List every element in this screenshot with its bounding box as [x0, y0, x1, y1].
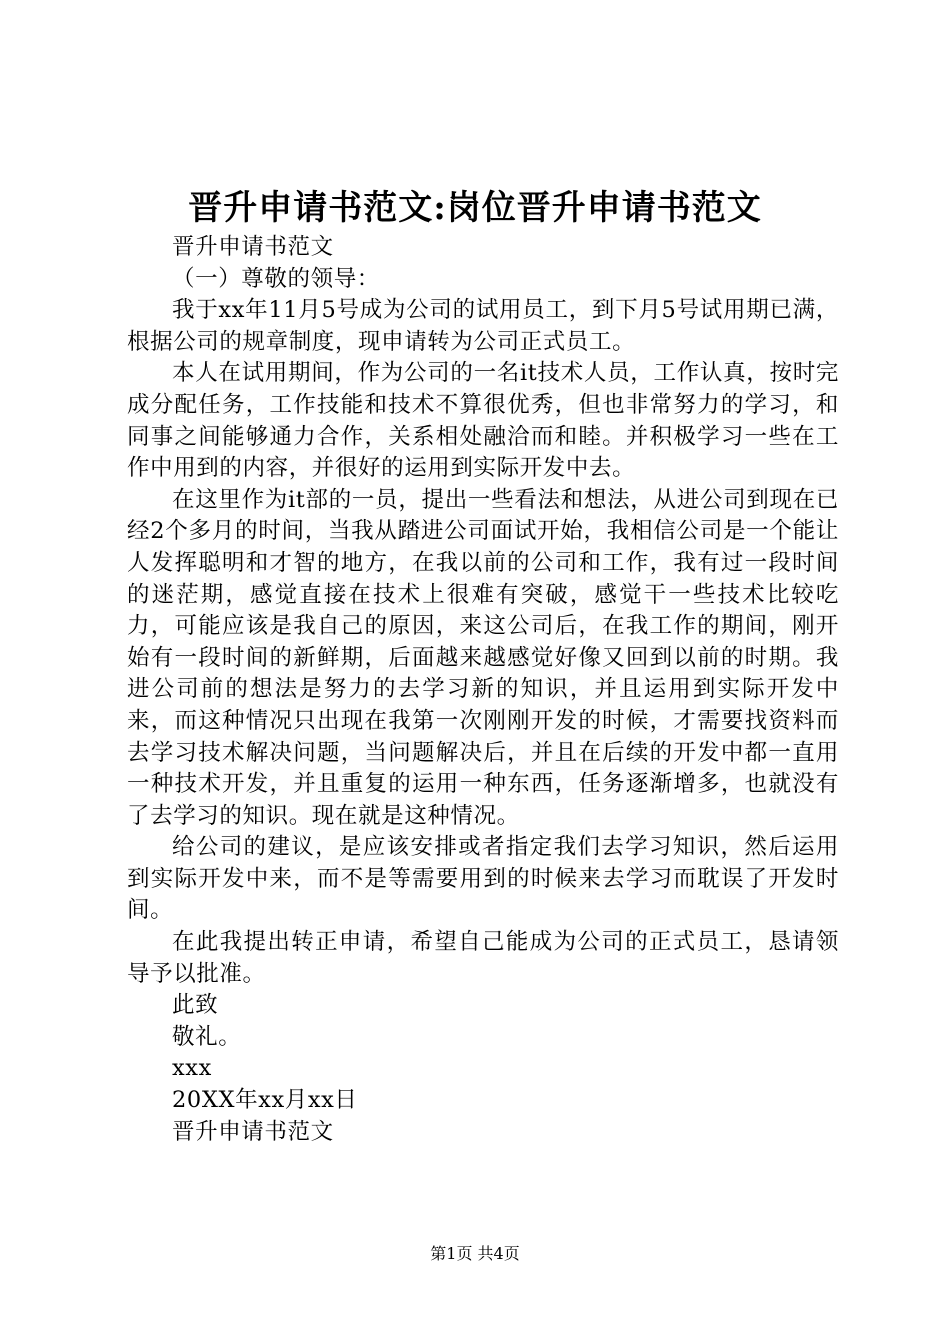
paragraph-opinion: 在这里作为it部的一员，提出一些看法和想法，从进公司到现在已经2个多月的时间，当我从踏进公司面试开始，我相信公司是一个能让人发挥聪明和才智的地方，在我以前的公司和工作，我有过一段时间的迷茫期，感觉直接在技术上很难有突破，感觉干一些技术比较吃力，可能应该是我自己的原因，来这公司后，在我工作的期间，刚开始有一段时间的新鲜期，后面越来越感觉好像又回到以前的时期。我进公司前的想法是努力的去学习新的知识，并且运用到实际开发中来，而这种情况只出现在我第一次刚刚开发的时候，才需要找资料而去学习技术解决问题，当问题解决后，并且在后续的开发中都一直用一种技术开发，并且重复的运用一种东西，任务逐渐增多，也就没有了去学习的知识。现在就是这种情况。 [127, 486, 839, 829]
signature-date: 20XX年xx月xx日 [172, 1087, 358, 1114]
paragraph-intro: 我于xx年11月5号成为公司的试用员工，到下月5号试用期已满，根据公司的规章制度，现申请转为公司正式员工。 [127, 297, 839, 355]
paragraph-performance: 本人在试用期间，作为公司的一名it技术人员，工作认真，按时完成分配任务，工作技能和技术不算很优秀，但也非常努力的学习，和同事之间能够通力合作，关系相处融洽而和睦。并积极学习一些在工作中用到的内容，并很好的运用到实际开发中去。 [127, 360, 839, 482]
document-title: 晋升申请书范文:岗位晋升申请书范文 [188, 188, 762, 228]
closing-jingli: 敬礼。 [172, 1023, 242, 1050]
paragraph-next-heading: 晋升申请书范文 [172, 1118, 334, 1145]
paragraph-suggestion: 给公司的建议，是应该安排或者指定我们去学习知识，然后运用到实际开发中来，而不是等需要用到的时候来去学习而耽误了开发时间。 [127, 834, 839, 924]
signature-name: xxx [172, 1055, 212, 1082]
document-body [127, 232, 839, 1148]
paragraph-request: 在此我提出转正申请，希望自己能成为公司的正式员工，恳请领导予以批准。 [127, 929, 839, 987]
closing-cizhi: 此致 [172, 992, 219, 1019]
paragraph-salutation: （一）尊敬的领导： [172, 265, 380, 292]
paragraph-heading: 晋升申请书范文 [172, 234, 334, 260]
page-number-footer: 第1页 共4页 [430, 1244, 520, 1263]
